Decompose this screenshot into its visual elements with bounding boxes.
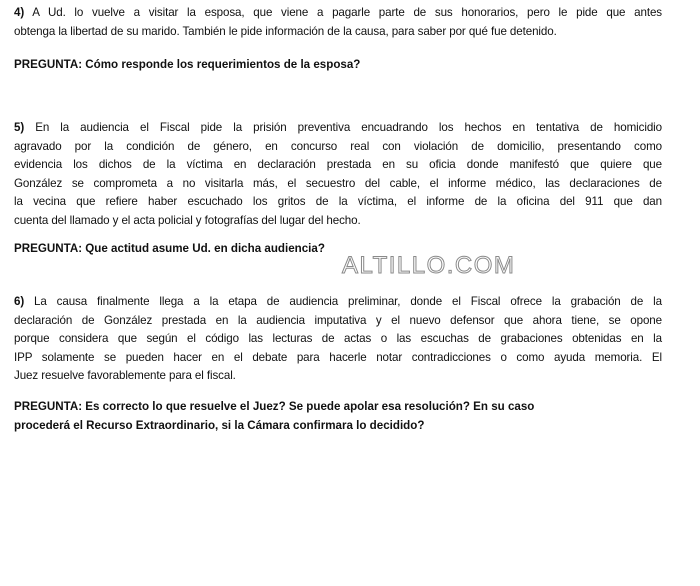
section-6-paragraph <box>14 293 662 386</box>
watermark: ALTILLO.COM <box>342 252 516 279</box>
paragraph-line: González se comprometa a no visitarla más, el secuestro del cable, el informe médico, las declaraciones de <box>14 176 662 190</box>
paragraph-line: porque considera que según el código las lecturas de actas o las escuchas de grabaciones obtenidas en la <box>14 332 662 345</box>
section-4-question: PREGUNTA: Cómo responde los requerimientos de la esposa? <box>14 58 361 71</box>
paragraph-line: IPP solamente se pueden hacer en el debate para hacerle notar contradicciones o como ayuda memoria. El <box>14 350 662 364</box>
paragraph-line: la vecina que refiere haber escuchado los gritos de la víctima, el informe de la oficina del 911 que dan <box>14 195 662 208</box>
paragraph-line: 5) En la audiencia el Fiscal pide la prisión preventiva encuadrando los hechos en tentativa de homicidio <box>14 121 663 134</box>
section-number: 6) <box>14 295 25 308</box>
paragraph-line: agravado por la condición de género, en concurso real con violación de domicilio, presentando como <box>14 139 662 153</box>
section-number: 4) <box>14 6 25 19</box>
section-6-question <box>14 398 674 435</box>
paragraph-line: 6) La causa finalmente llega a la etapa de audiencia preliminar, donde el Fiscal ofrece la grabación de la <box>14 295 662 308</box>
paragraph-line: Juez resuelve favorablemente para el fiscal. <box>14 369 236 382</box>
section-number: 5) <box>14 121 25 134</box>
paragraph-line: declaración de González prestada en la audiencia imputativa y el nuevo defensor que ahora tiene, se opone <box>14 313 662 327</box>
paragraph-line: cuenta del llamado y el acta policial y fotografías del lugar del hecho. <box>14 213 361 227</box>
paragraph-line: 4) A Ud. lo vuelve a visitar la esposa, que viene a pagarle parte de sus honorarios, pero le pide que antes <box>14 6 663 19</box>
section-5-paragraph <box>14 119 662 230</box>
paragraph-line: obtenga la libertad de su marido. También le pide información de la causa, para saber por qué fue detenido. <box>14 24 557 38</box>
paragraph-line: evidencia los dichos de la víctima en declaración prestada en su oficia donde manifestó que quiere que <box>14 158 662 171</box>
question-line: procederá el Recurso Extraordinario, si la Cámara confirmara lo decidido? <box>14 418 425 432</box>
section-5-question: PREGUNTA: Que actitud asume Ud. en dicha audiencia? <box>14 242 325 255</box>
section-4-paragraph <box>14 4 662 41</box>
question-line: PREGUNTA: Es correcto lo que resuelve el Juez? Se puede apolar esa resolución? En su caso <box>14 400 535 413</box>
